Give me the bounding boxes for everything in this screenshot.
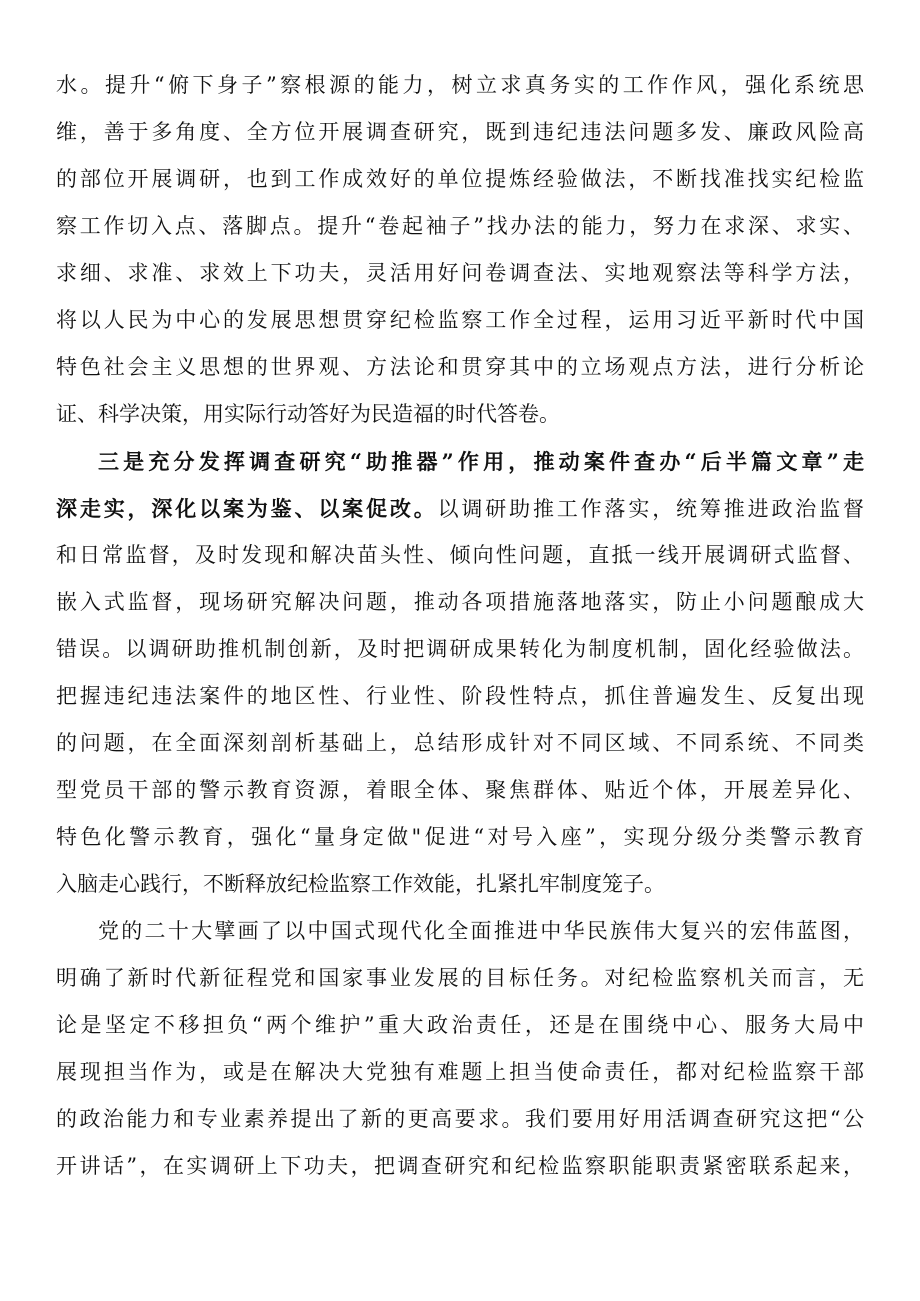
text-line: 错误。以调研助推机制创新，及时把调研成果转化为制度机制，固化经验做法。 xyxy=(56,637,864,661)
text-line: 明确了新时代新征程党和国家事业发展的目标任务。对纪检监察机关而言，无 xyxy=(56,966,864,990)
text-line: 把握违纪违法案件的地区性、行业性、阶段性特点，抓住普遍发生、反复出现 xyxy=(56,684,864,708)
text-run: 以调研助推工作落实，统筹推进政治监督 xyxy=(437,497,864,521)
text-line: 嵌入式监督，现场研究解决问题，推动各项措施落地落实，防止小问题酿成大 xyxy=(56,590,864,614)
text-line: 党的二十大擘画了以中国式现代化全面推进中华民族伟大复兴的宏伟蓝图， xyxy=(98,919,864,943)
text-line: 展现担当作为，或是在解决大党独有难题上担当使命责任，都对纪检监察干部 xyxy=(56,1060,864,1084)
paragraph-2 xyxy=(56,438,864,908)
text-line: 特色化警示教育，强化“量身定做"促进“对号入座”，实现分级分类警示教育 xyxy=(56,825,864,849)
section-heading-end: 深走实，深化以案为鉴、以案促改。 xyxy=(56,496,438,521)
text-line: 水。提升“俯下身子”察根源的能力，树立求真务实的工作作风，强化系统思 xyxy=(56,73,864,97)
text-line: 求细、求准、求效上下功夫，灵活用好问卷调查法、实地观察法等科学方法， xyxy=(56,261,864,285)
text-line: 维，善于多角度、全方位开展调查研究，既到违纪违法问题多发、廉政风险高 xyxy=(56,120,864,144)
paragraph-3 xyxy=(56,908,864,1190)
text-line: 型党员干部的警示教育资源，着眼全体、聚焦群体、贴近个体，开展差异化、 xyxy=(56,778,864,802)
section-heading-line: 三是充分发挥调查研究“助推器”作用，推动案件查办“后半篇文章”走 xyxy=(98,449,864,474)
text-line: 的政治能力和专业素养提出了新的更高要求。我们要用好用活调查研究这把“公 xyxy=(56,1107,864,1131)
text-line: 和日常监督，及时发现和解决苗头性、倾向性问题，直抵一线开展调研式监督、 xyxy=(56,543,864,567)
text-line: 的部位开展调研，也到工作成效好的单位提炼经验做法，不断找准找实纪检监 xyxy=(56,167,864,191)
paragraph-1 xyxy=(56,62,864,438)
text-line-mixed xyxy=(56,485,864,532)
document-body xyxy=(56,62,864,1190)
text-line: 察工作切入点、落脚点。提升“卷起袖子”找办法的能力，努力在求深、求实、 xyxy=(56,214,864,238)
text-line: 证、科学决策，用实际行动答好为民造福的时代答卷。 xyxy=(56,402,560,426)
text-line: 开讲话”，在实调研上下功夫，把调查研究和纪检监察职能职责紧密联系起来， xyxy=(56,1154,864,1178)
text-line: 的问题，在全面深刻剖析基础上，总结形成针对不同区域、不同系统、不同类 xyxy=(56,731,864,755)
text-line: 入脑走心践行，不断释放纪检监察工作效能，扎紧扎牢制度笼子。 xyxy=(56,872,665,896)
text-line: 论是坚定不移担负“两个维护”重大政治责任，还是在围绕中心、服务大局中 xyxy=(56,1013,864,1037)
text-line: 特色社会主义思想的世界观、方法论和贯穿其中的立场观点方法，进行分析论 xyxy=(56,355,864,379)
text-line: 将以人民为中心的发展思想贯穿纪检监察工作全过程，运用习近平新时代中国 xyxy=(56,308,864,332)
